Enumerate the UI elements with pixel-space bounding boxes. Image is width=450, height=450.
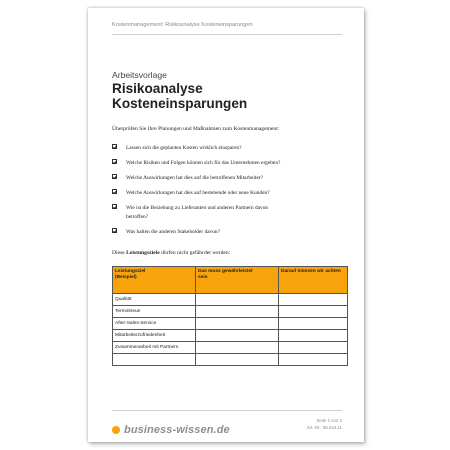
checklist-item-text: Was halten die anderen Stakeholder davon? bbox=[126, 229, 221, 235]
checked-box-icon bbox=[112, 189, 117, 194]
checklist-item bbox=[112, 204, 348, 222]
checked-box-icon bbox=[112, 204, 117, 209]
table-cell bbox=[279, 318, 348, 330]
header-divider bbox=[112, 34, 342, 35]
table-cell bbox=[279, 342, 348, 354]
table-row bbox=[113, 330, 348, 342]
table-cell bbox=[196, 342, 279, 354]
table-cell bbox=[196, 330, 279, 342]
document-title-line2: Kosteneinsparungen bbox=[112, 96, 248, 112]
checklist bbox=[112, 144, 348, 243]
document-type: Arbeitsvorlage bbox=[112, 70, 167, 80]
table-header-cell bbox=[113, 267, 196, 294]
header-line: Darauf müssen wir achten bbox=[281, 269, 341, 274]
checklist-item-text: Wie ist die Beziehung zu Lieferanten und anderen Partnern davon bbox=[126, 205, 269, 211]
table-row bbox=[113, 342, 348, 354]
table-row bbox=[113, 354, 348, 366]
page-header: Kostenmanagement: Risikoanalyse Kosteneinsparungen bbox=[112, 22, 253, 28]
table-header-row bbox=[113, 267, 348, 294]
checklist-item bbox=[112, 144, 348, 153]
table-cell bbox=[279, 294, 348, 306]
table-cell bbox=[196, 318, 279, 330]
header-line: (Beispiel) bbox=[115, 275, 137, 280]
checked-box-icon bbox=[112, 174, 117, 179]
table-cell: Qualität bbox=[113, 294, 196, 306]
table-cell: Mitarbeiterzufriedenheit bbox=[113, 330, 196, 342]
table-cell bbox=[279, 354, 348, 366]
table-cell bbox=[113, 354, 196, 366]
table-row bbox=[113, 318, 348, 330]
table-header-cell bbox=[196, 267, 279, 294]
page-number: Seite 1 von 2 bbox=[316, 418, 342, 423]
brand-logo bbox=[112, 424, 230, 436]
goals-intro-suffix: dürfen nicht gefährdet werden: bbox=[159, 250, 231, 256]
table-cell: Termintreue bbox=[113, 306, 196, 318]
checked-box-icon bbox=[112, 159, 117, 164]
goals-intro bbox=[112, 250, 230, 256]
table-cell: After-Sales-Service bbox=[113, 318, 196, 330]
checked-box-icon bbox=[112, 228, 117, 233]
checklist-item bbox=[112, 189, 348, 198]
header-line: Leistungsziel bbox=[115, 269, 146, 274]
checklist-item-text: Lassen sich die geplanten Kosten wirklich einsparen? bbox=[126, 145, 242, 151]
table-cell bbox=[279, 306, 348, 318]
goals-table bbox=[112, 266, 348, 366]
table-header-cell bbox=[279, 267, 348, 294]
header-line: sein bbox=[198, 275, 208, 280]
brand-name: business-wissen.de bbox=[124, 424, 230, 436]
goals-intro-bold: Leistungsziele bbox=[126, 250, 160, 256]
document-title-line1: Risikoanalyse bbox=[112, 81, 203, 96]
table-cell bbox=[279, 330, 348, 342]
table-cell bbox=[196, 306, 279, 318]
checklist-item-text: Welche Auswirkungen hat dies auf die betroffenen Mitarbeiter? bbox=[126, 175, 264, 181]
goals-intro-prefix: Diese bbox=[112, 250, 127, 256]
table-cell bbox=[196, 354, 279, 366]
document-page bbox=[88, 8, 364, 442]
checklist-item-text: betroffen? bbox=[126, 214, 149, 220]
checklist-item bbox=[112, 174, 348, 183]
checklist-item bbox=[112, 159, 348, 168]
article-number: Art.-Nr.: 08.044.11 bbox=[306, 425, 342, 430]
brand-dot-icon bbox=[112, 426, 120, 434]
intro-text: Überprüfen Sie Ihre Planungen und Maßnahmen zum Kostenmanagement: bbox=[112, 126, 280, 132]
checklist-item-text: Welche Risiken und Folgen können sich für das Unternehmen ergeben? bbox=[126, 160, 281, 166]
table-cell bbox=[196, 294, 279, 306]
document-title bbox=[112, 81, 247, 112]
table-cell: Zusammenarbeit mit Partnern bbox=[113, 342, 196, 354]
table-body bbox=[113, 294, 348, 366]
table-row bbox=[113, 294, 348, 306]
page-info bbox=[306, 417, 342, 431]
header-line: Das muss gewährleistet bbox=[198, 269, 253, 274]
checklist-item bbox=[112, 228, 348, 237]
table-row bbox=[113, 306, 348, 318]
footer-divider bbox=[112, 410, 342, 411]
checklist-item-text: Welche Auswirkungen hat dies auf bestehende oder neue Kunden? bbox=[126, 190, 270, 196]
checked-box-icon bbox=[112, 144, 117, 149]
